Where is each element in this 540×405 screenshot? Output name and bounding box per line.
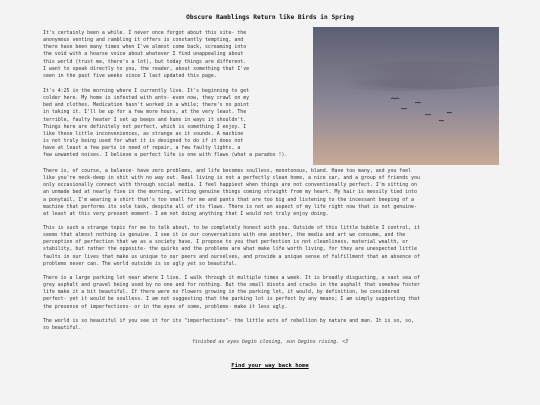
sky-photo-image <box>313 27 499 165</box>
paragraph-beautiful: The world is so beautiful if you see it for its "imperfections"- the little acts of rebellion by nature and man. It is so, so, so beautiful. <box>43 318 414 332</box>
paragraph-genuine: This is such a strange topic for me to talk about, to be completely honest with you. Outside of this little bubble I control, it seems that almost nothing is genuine. I see it in our conversations with one another, the media and art we consume, and the perception of perfection that we as a society have. I propose to you that perfection is not cleanliness, material wealth, or stability, but rather the opposite- the quirks and the problems are what make life worth living, for they are unexpected little faults in our lives that make us unique to our peers and ourselves, and provide a unique sense of fulfillment that an absence of problems never can. The world outside is so ugly yet so beautiful. <box>43 225 420 267</box>
closing-line: finished as eyes begin closing, sun begins rising. <3 <box>191 339 349 345</box>
bird-icon <box>439 120 444 121</box>
sky-photo <box>313 27 499 165</box>
cloud-band-lower <box>338 79 478 91</box>
bird-icon <box>447 112 452 113</box>
paragraph-morning: It's 4:25 in the morning where I currently live. It's beginning to get colder here. My home is infested with ants- even now, they crawl on my bed and clothes. Medication hasn't worked in a while; there's no point in taking it. I'll be up for a few more hours, at the very least. The terrible, faulty heater I set up beeps and hums in ways it shouldn't. Things here are definitely not perfect, which is something I enjoy. I like these little inconveniences, as strange as it sounds. A machine is not truly being used for what it is designed to do if it does not have at least a few parts in need of repair, a few faulty lights, a few unwanted noises. I believe a perfect life is one with flaws (what a paradox !). <box>43 88 288 159</box>
home-link[interactable]: Find your way back home <box>231 363 309 369</box>
paragraph-parking-lot: There is a large parking lot near where I live. I walk through it multiple times a week. It is broadly disgusting, a vast sea of grey asphalt and gravel being used by no one and for nothing. But the small divots and cracks in the asphalt that somehow foster life make it a bit beautiful. If there were no flowers growing in the parking lot, it would, by definition, be considered perfect- yet it would be soulless. I am not suggesting that the parking lot is perfect by any means; I am simply suggesting that the presence of imperfections- or in the eyes of some, problems- make it less ugly. <box>43 275 420 310</box>
page-title: Obscure Ramblings Return like Birds in Spring <box>186 14 354 21</box>
paragraph-intro: It's certainly been a while. I never once forgot about this site- the anonymous venting and rambling it offers is constantly tempting, and there have been many times when I've almost come back, screaming into the void with a hoarse voice about whatever I find unappealing about this world (trust me, there's a lot), but today things are different. I want to speak directly to you, the reader, about something that I've seen in the past five weeks since I last updated this page. <box>43 30 250 79</box>
sky-background <box>313 27 499 165</box>
paragraph-balance: There is, of course, a balance- have zero problems, and life becomes soulless, monotonous, bland. Have too many, and you feel like you're neck-deep in shit with no way out. Real living is not a perfectly clean home, a nice car, and a group of friends you only occasionally connect with through social media. I feel happiest when things are not conventionally perfect. I'm sitting on an unmade bed at nearly five in the morning, writing genuine things coming straight from my heart. My hair is messily tied into a ponytail, I'm wearing a shirt that's too small for me and pants that are too big and listening to the incessant beeping of a machine that performs its sole task, despite all of its flaws. There is not an aspect of my life right now that is not genuine- at least at this very present moment- I am not doing anything that I would not truly enjoy doing. <box>43 168 420 217</box>
